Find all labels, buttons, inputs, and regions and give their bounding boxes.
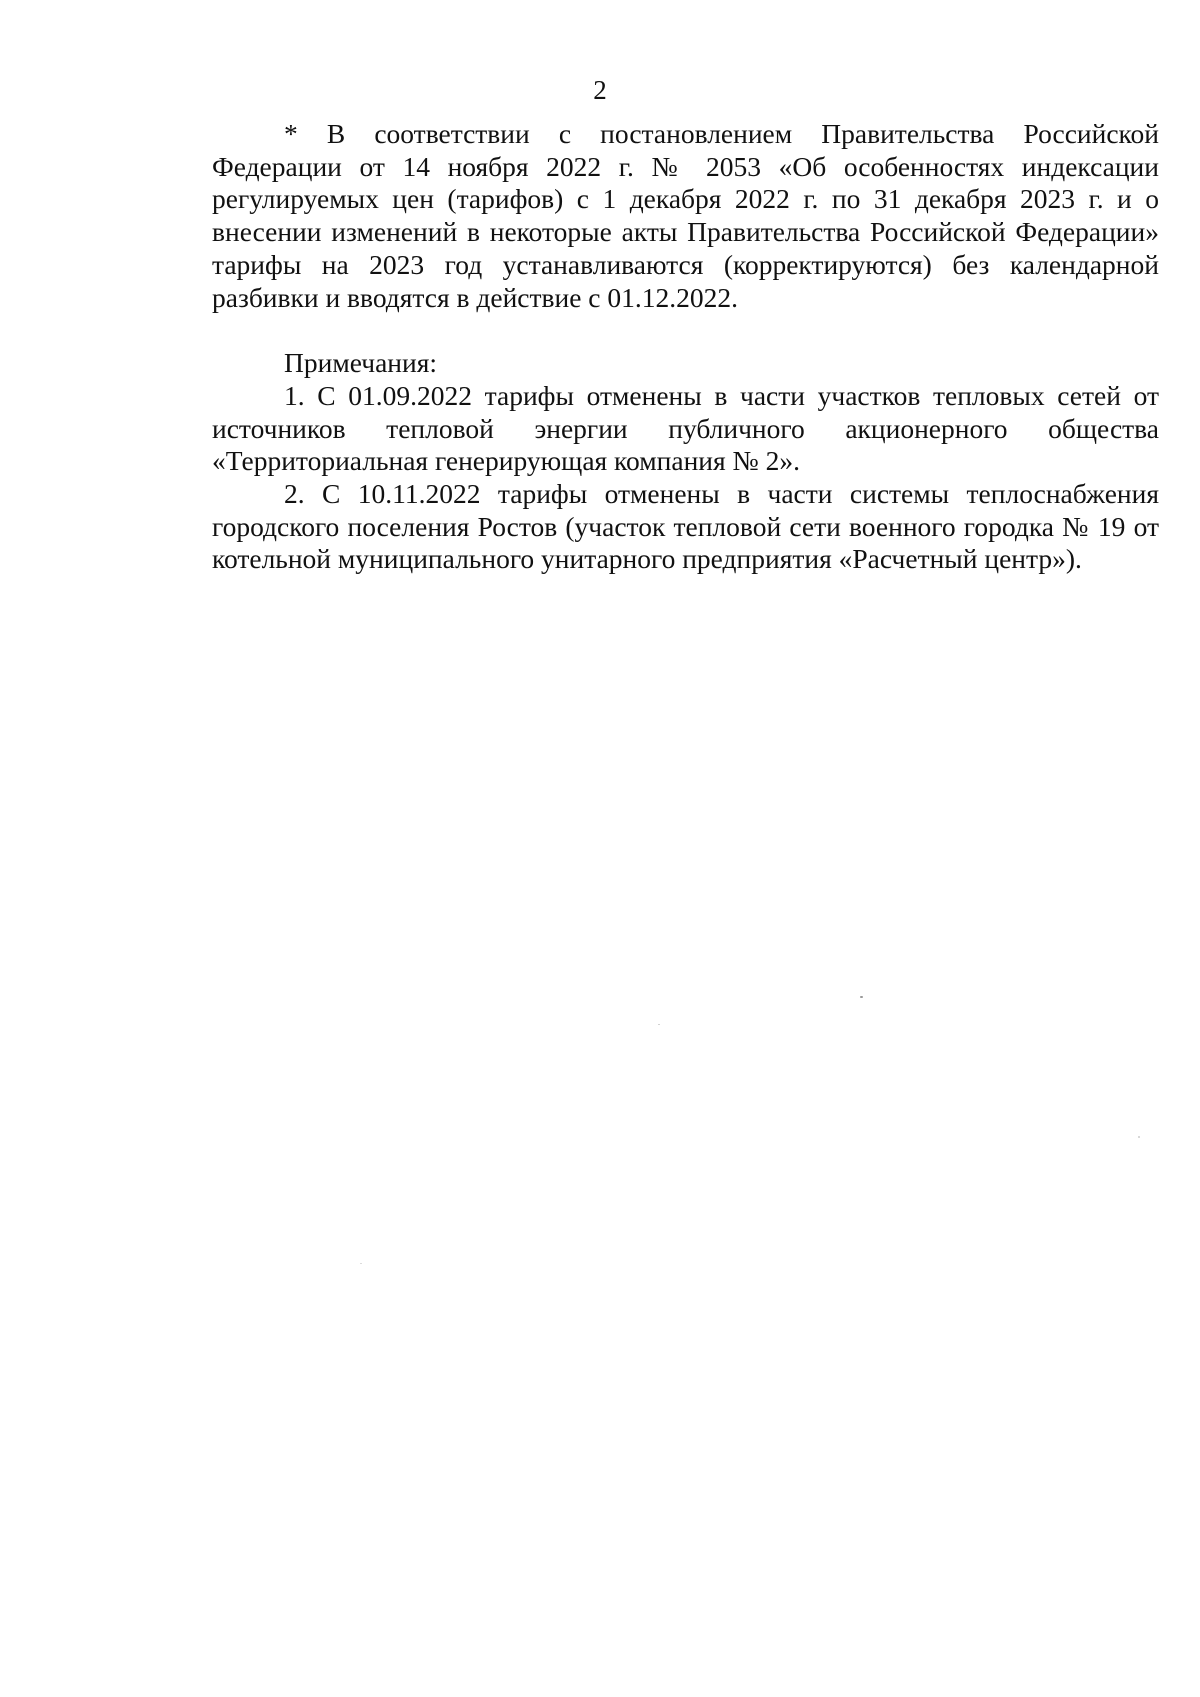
- notes-heading: Примечания:: [284, 347, 438, 379]
- note-item-2: 2. С 10.11.2022 тарифы отменены в части системы теплоснабжения городского поселения Ростов (участок тепловой сети военного городка № 19 от котельной муниципального унитарного предприятия «Расчетный центр»).: [212, 478, 1159, 575]
- page-number: 2: [593, 75, 607, 105]
- scan-speck: [658, 1024, 660, 1025]
- paragraph-spacer: [212, 314, 1159, 347]
- scan-speck: [1138, 1136, 1140, 1138]
- scan-speck: [860, 996, 863, 998]
- note-item-1: 1. С 01.09.2022 тарифы отменены в части участков тепловых сетей от источников тепловой энергии публичного акционерного общества «Территориальная генерирующая компания № 2».: [212, 379, 1159, 477]
- scan-speck: [360, 1263, 362, 1264]
- footnote-paragraph: * В соответствии с постановлением Правительства Российской Федерации от 14 ноября 2022 г. № 2053 «Об особенностях индексации регулируемых цен (тарифов) с 1 декабря 2022 г. по 31 декабря 2023 г. и о внесении изменений в некоторые акты Правительства Российской Федерации» тарифы на 2023 год устанавливаются (корректируются) без календарной разбивки и вводятся в действие с 01.12.2022.: [212, 118, 1159, 313]
- document-body: [212, 118, 1159, 576]
